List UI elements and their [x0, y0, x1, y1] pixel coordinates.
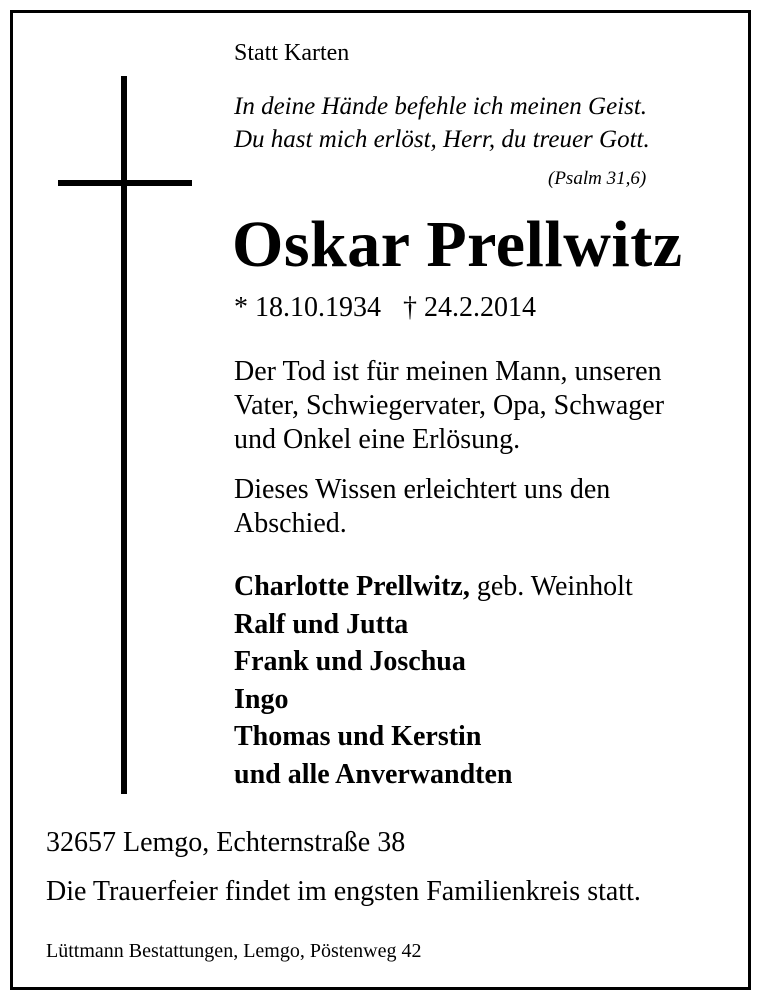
message-line: und Onkel eine Erlösung.: [234, 424, 521, 455]
verse-reference: (Psalm 31,6): [548, 168, 647, 189]
family-address: 32657 Lemgo, Echternstraße 38: [46, 827, 406, 858]
widow-maiden-name: geb. Weinholt: [469, 571, 633, 602]
verse-line-2: Du hast mich erlöst, Herr, du treuer Gott.: [234, 126, 650, 153]
widow-name: Charlotte Prellwitz,: [234, 571, 470, 602]
deceased-name: Oskar Prellwitz: [232, 208, 683, 281]
funeral-notice: Die Trauerfeier findet im engsten Familienkreis statt.: [46, 876, 641, 907]
message-line: Abschied.: [234, 508, 347, 539]
message-line: Dieses Wissen erleichtert uns den: [234, 474, 611, 505]
message-paragraph-2: [234, 473, 610, 541]
family-line: und alle Anverwandten: [234, 758, 513, 790]
family-line: Frank und Joschua: [234, 646, 466, 677]
undertaker-info: Lüttmann Bestattungen, Lemgo, Pöstenweg 42: [46, 940, 422, 962]
message-paragraph-1: [234, 355, 664, 457]
cross-horizontal-bar: [58, 180, 192, 186]
family-line: Thomas und Kerstin: [234, 721, 482, 752]
family-line: Ralf und Jutta: [234, 608, 409, 640]
verse-line-1: In deine Hände befehle ich meinen Geist.: [234, 93, 648, 120]
family-line-widow: [234, 568, 633, 606]
death-date: † 24.2.2014: [403, 292, 536, 323]
message-line: Der Tod ist für meinen Mann, unseren: [234, 356, 662, 387]
life-dates: [234, 292, 536, 324]
statt-karten-label: Statt Karten: [234, 40, 350, 66]
family-line: Ingo: [234, 683, 289, 715]
message-line: Vater, Schwiegervater, Opa, Schwager: [234, 390, 665, 421]
birth-date: * 18.10.1934: [234, 292, 381, 323]
family-signatures: [234, 568, 633, 793]
